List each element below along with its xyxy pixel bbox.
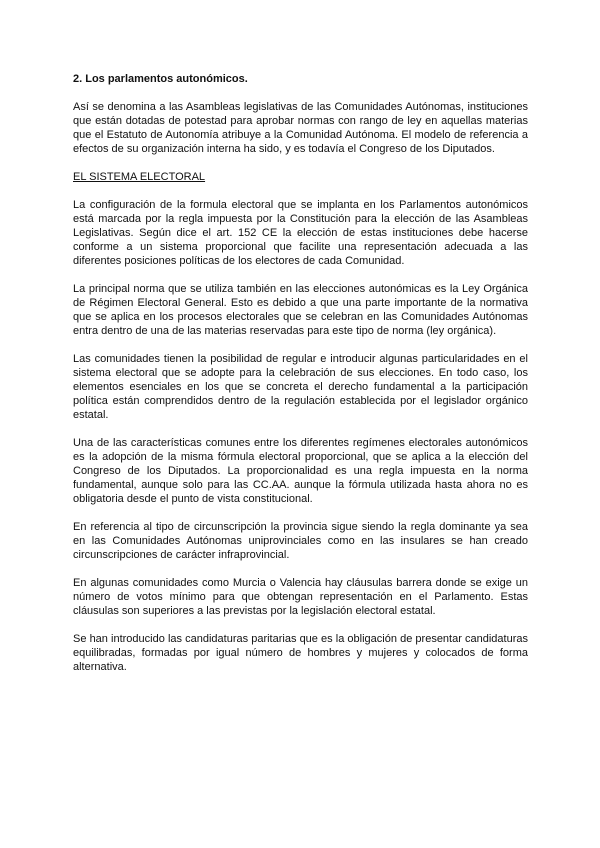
section-heading: 2. Los parlamentos autonómicos. [73, 73, 248, 85]
paragraph-clausulas-barrera: En algunas comunidades como Murcia o Valencia hay cláusulas barrera donde se exige un número de votos mínimo para que obtengan representación en el Parlamento. Estas cláusulas son superiores a las previstas por la legislación electoral estatal. [73, 577, 528, 617]
paragraph-caracteristicas-comunes: Una de las características comunes entre los diferentes regímenes electorales autonómicos es la adopción de la misma fórmula electoral proporcional, que se aplica a la elección del Congreso de los Diputados. La proporcionalidad es una regla impuesta en la norma fundamental, aunque solo para las CC.AA. aunque la fórmula utilizada hasta ahora no es obligatoria desde el punto de vista constitucional. [73, 437, 528, 505]
paragraph-candidaturas-paritarias: Se han introducido las candidaturas paritarias que es la obligación de presentar candidaturas equilibradas, formadas por igual número de hombres y mujeres y colocados de forma alternativa. [73, 633, 528, 673]
subsection-title: EL SISTEMA ELECTORAL [73, 171, 206, 183]
paragraph-formula-electoral: La configuración de la formula electoral que se implanta en los Parlamentos autonómicos está marcada por la regla impuesta por la Constitución para la elección de las Asambleas Legislativas. Según dice el art. 152 CE la elección de estas instituciones debe hacerse conforme a un sistema proporcional que facilite una representación adecuada a las diferentes posiciones políticas de los electores de cada Comunidad. [73, 199, 528, 267]
paragraph-circunscripcion: En referencia al tipo de circunscripción la provincia sigue siendo la regla dominante ya sea en las Comunidades Autónomas uniprovinciales como en las insulares se han creado circunscripciones de carácter infraprovincial. [73, 521, 528, 561]
paragraph-particularidades: Las comunidades tienen la posibilidad de regular e introducir algunas particularidades en el sistema electoral que se adopte para la celebración de sus elecciones. En todo caso, los elementos esenciales en los que se concreta el derecho fundamental a la participación política están comprendidos dentro de la regulación establecida por el legislador orgánico estatal. [73, 353, 528, 421]
document-page [73, 72, 528, 688]
paragraph-ley-organica: La principal norma que se utiliza también en las elecciones autonómicas es la Ley Orgánica de Régimen Electoral General. Esto es debido a que una parte importante de la normativa que se aplica en los procesos electorales que se celebran en las Comunidades Autónomas entra dentro de una de las materias reservadas para este tipo de norma (ley orgánica). [73, 283, 528, 337]
intro-paragraph: Así se denomina a las Asambleas legislativas de las Comunidades Autónomas, instituciones que están dotadas de potestad para aprobar normas con rango de ley en aquellas materias que el Estatuto de Autonomía atribuye a la Comunidad Autónoma. El modelo de referencia a efectos de su organización interna ha sido, y es todavía el Congreso de los Diputados. [73, 101, 528, 155]
